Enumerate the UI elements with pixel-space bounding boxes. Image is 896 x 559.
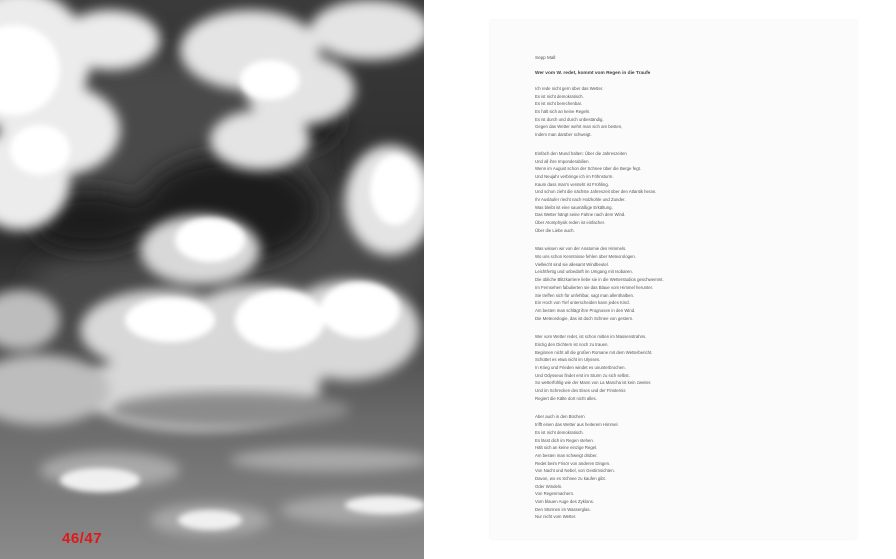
poem-stanza bbox=[535, 333, 835, 402]
poem-line: Beginnen nicht all die großen Romane mit dem Wetterbericht. bbox=[535, 349, 653, 355]
poem-line: Wo uns schon Kenntnisse fehlen über Meteorologen. bbox=[535, 254, 636, 260]
poem-line: Von Regenmachern. bbox=[535, 491, 575, 497]
poem-line: Einzig den Dichtern ist noch zu trauen. bbox=[535, 341, 609, 347]
poem-line: Wenn im August schon der Schnee über die Berge fegt. bbox=[535, 166, 641, 172]
poem-line: Es hält sich an keine Regeln. bbox=[535, 109, 591, 115]
poem-line: Davon, wo es Schnee zu kaufen gibt. bbox=[535, 475, 606, 481]
poem-line: Oder Windeln. bbox=[535, 483, 563, 489]
poem-line: Was bleibt ist eine saumäßige Erkältung. bbox=[535, 204, 613, 210]
poem-stanza bbox=[535, 413, 835, 521]
poem-line: Redet beim Frisör von anderen Dingen. bbox=[535, 460, 611, 466]
poem-line: Indem man darüber schweigt. bbox=[535, 132, 592, 138]
poem-line: Von Nacht und Nebel, von Gestirnsichten. bbox=[535, 468, 615, 474]
poem-stanza bbox=[535, 85, 835, 139]
cloud-photograph bbox=[0, 0, 424, 559]
poem-line: Regiert die Kälte dort nicht alles. bbox=[535, 395, 597, 401]
poem-line: Und Odysseus findet erst im Sturm zu sich selbst. bbox=[535, 372, 630, 378]
poem-line: Und schon zieht die nächste Jahreszeit über den Atlantik heran. bbox=[535, 189, 657, 195]
poem-line: Gegen das Wetter wehrt man sich am besten, bbox=[535, 124, 623, 130]
poem-line: Es ist nicht demokratisch. bbox=[535, 93, 584, 99]
poem-line: Am besten man schweigt drüber. bbox=[535, 452, 598, 458]
poem-line: Am besten man schlägt ihre Prognosen in den Wind. bbox=[535, 307, 636, 313]
poem-stanza bbox=[535, 150, 835, 235]
poem-line: Was wissen wir von der Anatomie des Himmels. bbox=[535, 246, 627, 252]
poem-line: Leichtfertig und unbedarft im Umgang mit Isobaren. bbox=[535, 269, 633, 275]
page-number: 46/47 bbox=[62, 530, 103, 547]
poem-line: Hält sich an keine einzige Regel. bbox=[535, 445, 598, 451]
poem-line: Die übliche Blitzkarriere liebe sie in die Wetterstudios geschwemmt. bbox=[535, 277, 664, 283]
poem-line: Wer vom Wetter redet, ist schon mitten im Massenstrahns. bbox=[535, 334, 647, 340]
poem-line: Einfach den Mund halten: Über die Jahreszeiten bbox=[535, 150, 627, 156]
poem-title: Wer vom W. redet, kommt vom Regen in die Traufe bbox=[535, 71, 651, 76]
poem-line: Es ist durch und durch unbeständig. bbox=[535, 116, 604, 122]
poem-line: Aber auch in den Büchern bbox=[535, 414, 585, 420]
author-name: Sepp Mall bbox=[535, 55, 556, 60]
poem-line: Schüttet es etwa nicht im Ulysses. bbox=[535, 357, 601, 363]
poem-stanza bbox=[535, 245, 835, 322]
cloud-image bbox=[0, 0, 424, 559]
poem-line: Es ist nicht berechenbar. bbox=[535, 101, 583, 107]
poem-line: Vielleicht sind sie allesamt Windbeutel. bbox=[535, 261, 609, 267]
poem-line: trifft einen das Wetter aus heiterem Himmel. bbox=[535, 422, 619, 428]
poem-line: Es lässt dich im Regen stehen. bbox=[535, 437, 594, 443]
poem-line: Den Stürmen im Wasserglas. bbox=[535, 506, 591, 512]
poem-line: So wetterfühlig wie der Mann von La Mancha ist kein zweiter. bbox=[535, 380, 652, 386]
poem-line: Ihr Ausläufer riecht nach Holzkohle und Zunder. bbox=[535, 196, 626, 202]
poem-line: Ein Hoch von Tief unterscheiden kann jedes Kind. bbox=[535, 300, 630, 306]
poem-line: Vom blauen Auge des Zyklons. bbox=[535, 499, 595, 504]
poem-line: Die Meteorologie, das ist doch Schnee von gestern. bbox=[535, 315, 634, 321]
poem-line: In Krieg und Frieden windet es ununterbrochen. bbox=[535, 365, 626, 370]
poem-line: Ich rede nicht gern über das Wetter. bbox=[535, 86, 604, 91]
poem-line: Und Neujahr verbringe ich im Föhnsturm. bbox=[535, 173, 614, 179]
poem-line: Nur nicht vom Wetter. bbox=[535, 514, 577, 520]
poem-line: Und im Schrecken des Eises und der Finsternis bbox=[535, 388, 626, 394]
poem-body bbox=[535, 85, 835, 532]
text-page bbox=[490, 20, 857, 539]
poem-line: Über Atomphysik reden ist einfacher. bbox=[535, 220, 605, 225]
poem-line: Es ist nicht demokratisch. bbox=[535, 429, 584, 435]
poem-line: Das Wetter hängt seine Fahne nach dem Wind. bbox=[535, 212, 626, 218]
poem-line: Über die Liebe auch. bbox=[535, 227, 575, 233]
poem-line: Kaum dass man's versteht ist Frühling. bbox=[535, 181, 609, 187]
poem-line: Und all ihre Imponderabilien. bbox=[535, 158, 590, 164]
poem-line: Im Fernsehen fabulierten sie das Blaue vom Himmel herunter. bbox=[535, 284, 653, 290]
poem-line: Sie treffen sich für unfehlbar, sagt man allenthalben. bbox=[535, 292, 635, 298]
